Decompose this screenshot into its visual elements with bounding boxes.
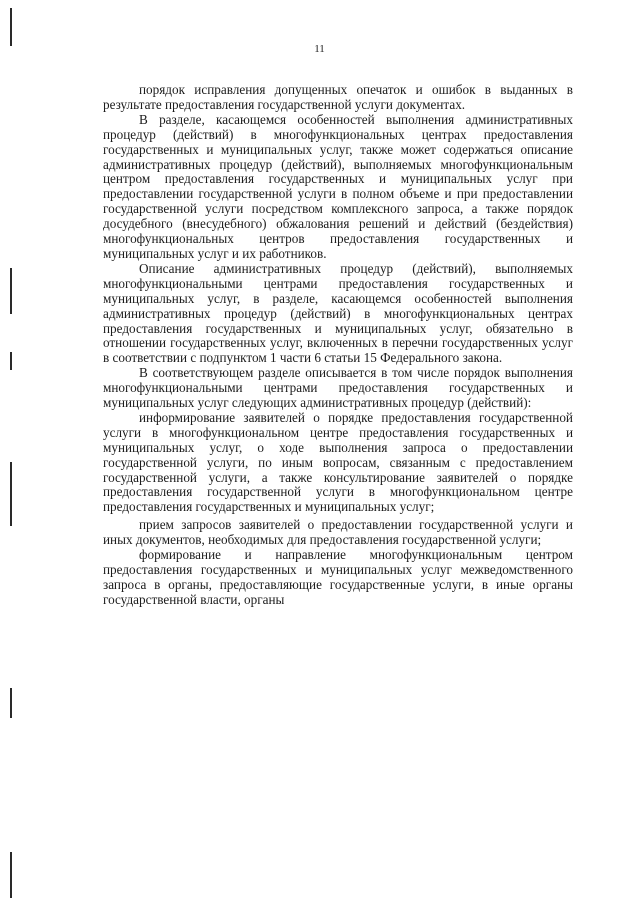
paragraph-mfc-section-contents: В разделе, касающемся особенностей выполнения административных процедур (действий) в многофункциональных центрах предоставления государственных и муниципальных услуг, также может содержаться описание административных процедур (действий), выполняемых многофункциональным центром предоставления государственных и муниципальных услуг при предоставлении государственной услуги в полном объеме и при предоставлении государственной услуги посредством комплексного запроса, а также порядок досудебного (внесудебного) обжалования решений и действий (бездействия) многофункциональных центров предоставления государственных и муниципальных услуг и их работников.: [103, 111, 573, 261]
scan-edge-mark: [10, 268, 12, 314]
page-number: 11: [314, 43, 325, 55]
paragraph-correction-procedure: порядок исправления допущенных опечаток и ошибок в выданных в результате предоставления государственной услуги документах.: [103, 82, 573, 112]
scan-edge-mark: [10, 352, 12, 370]
list-item-informing-applicants: информирование заявителей о порядке предоставления государственной услуги в многофункциональном центре предоставления государственных и муниципальных услуг, о ходе выполнения запроса о предоставлении государственной услуги, по иным вопросам, связанным с предоставлением государственной услуги, а также консультирование заявителей о порядке предоставления государственной услуги в многофункциональном центре предоставления государственных и муниципальных услуг;: [103, 409, 573, 515]
list-item-receiving-requests: прием запросов заявителей о предоставлении государственной услуги и иных документов, необходимых для предоставления государственной услуги;: [103, 517, 573, 548]
scan-edge-mark: [10, 852, 12, 898]
scan-edge-mark: [10, 462, 12, 526]
paragraph-mfc-mandatory-description: Описание административных процедур (действий), выполняемых многофункциональными центрами предоставления государственных и муниципальных услуг, в разделе, касающемся особенностей выполнения административных процедур (действий) в многофункциональных центрах предоставления государственных и муниципальных услуг, обязательно в отношении государственных услуг, включенных в перечни государственных услуг в соответствии с подпунктом 1 части 6 статьи 15 Федерального закона.: [103, 260, 573, 366]
paragraph-mfc-procedures-intro: В соответствующем разделе описывается в том числе порядок выполнения многофункциональными центрами предоставления государственных и муниципальных услуг следующих административных процедур (действий):: [103, 365, 573, 411]
document-body: [103, 83, 573, 608]
scan-edge-mark: [10, 688, 12, 718]
scan-edge-mark: [10, 8, 12, 46]
list-item-interagency-request: формирование и направление многофункциональным центром предоставления государственных и муниципальных услуг межведомственного запроса в органы, предоставляющие государственные услуги, в иные органы государственной власти, органы: [103, 547, 573, 607]
